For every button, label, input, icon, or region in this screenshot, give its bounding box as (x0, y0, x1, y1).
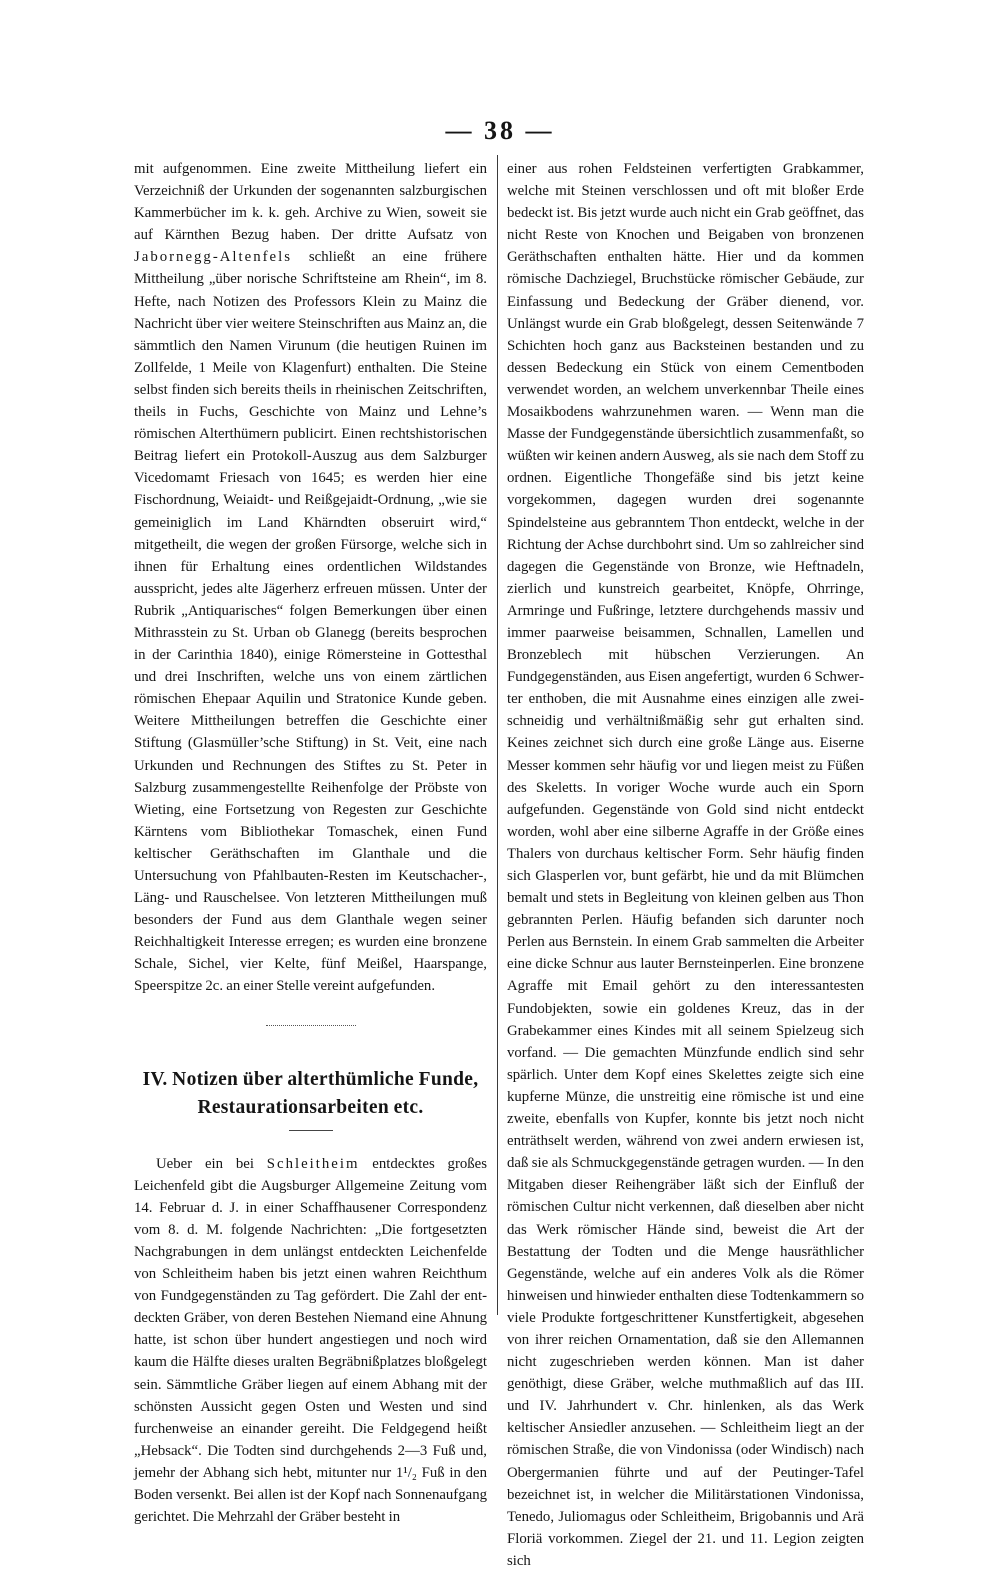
heading-rule (289, 1130, 333, 1131)
body-paragraph (134, 1153, 487, 1529)
text-run: Ueber ein bei (156, 1155, 267, 1172)
body-paragraph (134, 158, 487, 998)
left-column (134, 158, 487, 1528)
column-divider (497, 155, 498, 1315)
body-paragraph: einer aus rohen Feldsteinen verfertigten Grabkammer, welche mit Steinen verschlossen und oft mit bloßer Erde bedeckt ist. Bis jetzt wurde auch nicht ein Grab geöffnet, das nicht Reste von Knochen und Beigaben von bronzenen Geräthschaften enthalten hätte. Hier und da kommen römische Dachziegel, Bruchstücke römischer Gebäude, zur Einfassung und Bedeckung der Gräber dienend, vor. Unlängst wurde ein Grab bloßgelegt, dessen Seitenwände 7 Schichten hoch ganz aus Backsteinen bestanden und zu dessen Bedeckung ein Stück von einem Cementboden verwendet worden, an welchem unverkennbar Theile eines Mosaikbodens wahrzunehmen waren. — Wenn man die Masse der Fundgegenstände übersichtlich zusammenfaßt, so wüßten wir keinen andern Ausweg, als sie nach dem Stoff zu ordnen. Eigentliche Thongefäße sind bis jetzt keine vorgekommen, dagegen wurden drei sogenannte Spindelsteine aus gebranntem Thon entdeckt, welche in der Richtung der Achse durchbohrt sind. Um so zahlreicher sind dagegen die Gegenstände von Bronze, wie Heftnadeln, zierlich und kunstreich gearbeitet, Knöpfe, Ohrringe, Armringe und Fußringe, letztere durchgehends massiv und immer paarweise beisammen, Schnallen, Lamellen und Bronzeblech mit hübschen Verzierungen. An Fundgegenständen, aus Eisen angefertigt, wurden 6 Schwerter enthoben, die mit Ausnahme eines einzigen alle zweischneidig und verhältnißmäßig sehr gut erhalten sind. Keines zeichnet sich durch eine große Länge aus. Eiserne Messer kommen sehr häufig vor und liegen meist zu Füßen des Skeletts. In voriger Woche wurde auch ein Sporn aufgefunden. Gegenstände von Gold sind nicht entdeckt worden, wohl aber eine silberne Agraffe in der Größe eines Thalers von durchaus keltischer Form. Sehr häufig finden sich Glasperlen vor, bunt gefärbt, hie und da mit Blümchen bemalt und stets in Begleitung von kleinen gelben aus Thon gebrannten Perlen. Häufig befanden sich darunter noch Perlen aus Bernstein. In einem Grab sammelten die Arbeiter eine dicke Schnur aus lauter Bernsteinperlen. Eine bronzene Agraffe mit Email gehört zu den interessantesten Fundobjekten, sowie ein goldenes Kreuz, das in der Grabekammer eines Kindes mit all seinem Spielzeug sich vorfand. — Die gemachten Münzfunde endlich sind sehr spärlich. Unter dem Kopf eines Skelettes zeigte sich eine kupferne Münze, die unstreitig eine römische ist und eine zweite, ebenfalls von Kupfer, konnte bis jetzt noch nicht enträthselt werden, während von zwei andern erwiesen ist, daß sie als Schmuckgegenstände getragen wurden. — In den Mitgaben dieser Reihengräber läßt sich der Einfluß der römischen Cultur nicht verkennen, daß dieselben aber nicht das Werk römischer Hände sind, beweist die Art der Bestattung der Todten und die Menge hausräthlicher Gegenstände, welche auf ein anderes Volk als die Römer hinweisen und hinwieder enthalten diese Todtenkammern so viele Produkte fortgeschrittener Kunstfertigkeit, abgesehen von ihrer reichen Ornamentation, daß sie den Allemannen nicht zugeschrieben werden können. Man ist daher genöthigt, diese Gräber, welche muthmaßlich auf das III. und IV. Jahrhundert v. Chr. hinlenken, als das Werk keltischer Ansiedler anzusehen. — Schleitheim liegt an der römischen Straße, die von Vindonissa (oder Windisch) nach Obergermanien führte und auf der Peutinger-Tafel bezeichnet ist, in welcher die Militärstationen Vindonissa, Tenedo, Juliomagus oder Schleitheim, Brigobannis und Arä Floriä vorkommen. Ziegel der 21. und 11. Legion zeigten sich (507, 161, 864, 1569)
text-run: schließt an eine frühere Mittheilung „über norische Schriftsteine am Rhein“, im 8. Hefte, nach Notizen des Professors Klein zu Mainz die Nachricht über vier weitere Steinschriften aus Mainz an, die sämmtlich den Namen Virunum (die heutigen Ruinen im Zollfelde, 1 Meile von Klagenfurt) enthalten. Die Steine selbst finden sich bereits theils in rheinischen Zeitschriften, theils in Fuchs, Geschichte von Mainz und Lehne’s römischen Alterthümern publicirt. Einen rechtshistorischen Beitrag liefert ein Protokoll-Auszug aus dem Salzburger Vicedomamt Friesach von 1645; es werden hier eine Fischordnung, Weiaidt- und Reißgejaidt-Ordnung, „wie sie gemeiniglich im Land Khärndten obseruirt wird,“ mitgetheilt, die wegen der großen Fürsorge, welche sich in ihnen für Erhaltung eines ordentlichen Wildstandes ausspricht, jedes alte Jägerherz erfreuen müssen. Unter der Rubrik „Antiquarisches“ folgen Bemerkungen über einen Mithrasstein zu St. Urban ob Glanegg (bereits besprochen in der Carinthia 1840), einige Römersteine in Gottesthal und drei Inschriften, welche uns von einem zärtlichen römischen Ehepaar Aquilin und Stratonice Kunde geben. Weitere Mittheilungen betreffen die Geschichte einer Stiftung (Glasmüller’sche Stiftung) in St. Veit, eine nach Urkunden und Rechnungen des Stiftes zu St. Peter in Salzburg zusammengestellte Reihenfolge der Pröbste von Wieting, eine Fortsetzung von Regesten zur Geschichte Kärntens vom Bibliothekar Tomaschek, einen Fund keltischer Geräthschaften im Glanthale und die Untersuchung von Pfahlbauten-Resten im Keutschacher-, Läng- und Rauschelsee. Von letzteren Mittheilungen muß besonders der Fund aus dem Glanthale wegen seiner Reichhaltigkeit Interesse erregen; es wurden eine bronzene Schale, Sichel, vier Kelte, fünf Meißel, Haarspange, Speerspitze 2c. an einer Stelle vereint aufgefunden. (134, 249, 487, 995)
page-number: — 38 — (445, 116, 555, 145)
section-separator (266, 1025, 356, 1026)
text-run: entdecktes großes Leichenfeld gibt die Augsburger Allgemeine Zeitung vom 14. Februar d. J. in einer Schaffhausener Correspondenz vom 8. d. M. folgende Nachrichten: „Die fortgesetzten Nachgrabungen in dem unlängst entdeckten Leichenfelde von Schleitheim haben bis jetzt einen wahren Reichthum von Fundgegenständen zu Tag gefördert. Die Zahl der entdeckten Gräber, von deren Bestehen Niemand eine Ahnung hatte, ist schon über hundert angestiegen und noch wird kaum die Hälfte dieses uralten Begräbnißplatzes bloßgelegt sein. Sämmtliche Gräber liegen auf einem Abhang mit der schönsten Aussicht gegen Osten und Westen und sind furchenweise an einander gereiht. Die Feldgegend heißt „Hebsack“. Die Todten sind durchgehends 2—3 Fuß und, jemehr der Abhang sich hebt, mitunter nur 1¹/₂ Fuß in den Boden versenkt. Bei allen ist der Kopf nach Sonnenaufgang gerichtet. Die Mehrzahl der Gräber besteht in (134, 1155, 487, 1526)
right-column (507, 158, 864, 1572)
author-name: Jabornegg-Altenfels (134, 249, 292, 266)
section-heading: IV. Notizen über alterthümliche Funde, Restaurationsarbeiten etc. (142, 1068, 479, 1118)
place-name: Schleitheim (266, 1155, 360, 1172)
text-run: mit aufgenommen. Eine zweite Mittheilung liefert ein Verzeichniß der Urkunden der sogenannten salzburgischen Kammerbücher im k. k. geh. Archive zu Wien, soweit sie auf Kärnthen Bezug haben. Der dritte Aufsatz von (134, 161, 487, 244)
